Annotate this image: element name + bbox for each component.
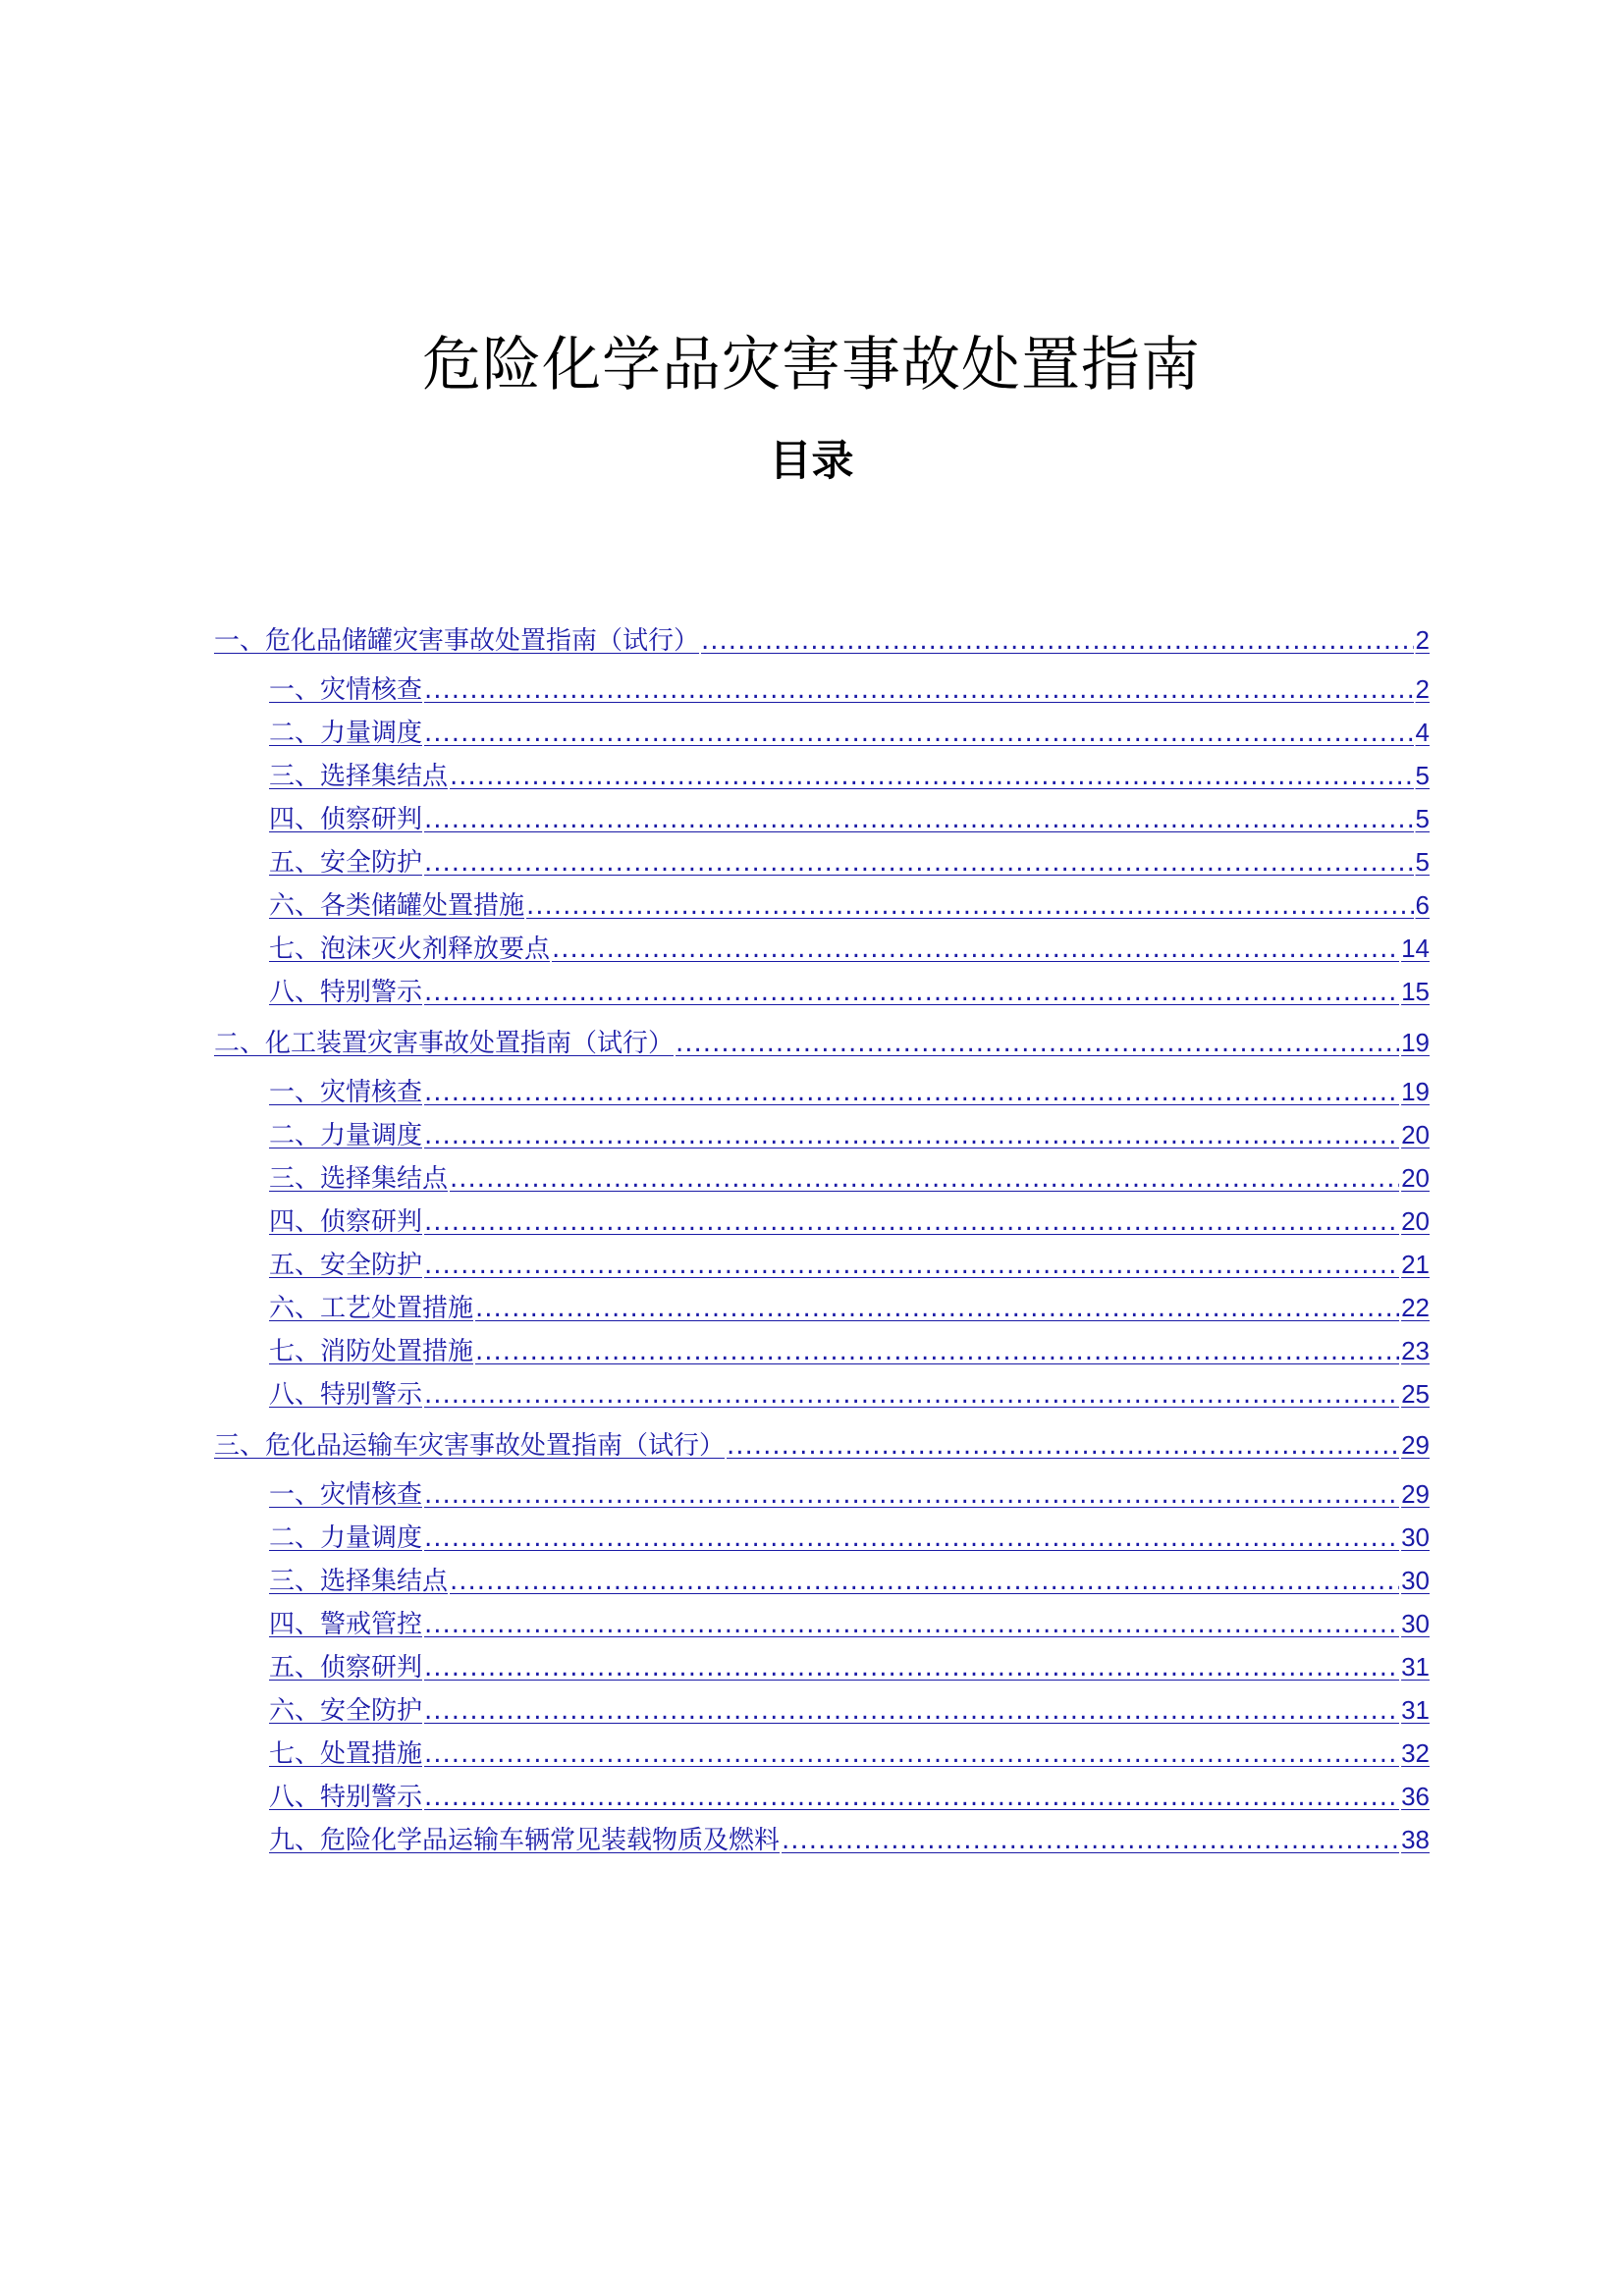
toc-dot-leader (552, 928, 1399, 970)
toc-dot-leader (782, 1819, 1399, 1861)
table-of-contents (214, 611, 1430, 1861)
toc-page-number: 31 (1401, 1652, 1430, 1682)
toc-dot-leader (424, 1776, 1399, 1818)
toc-entry-text: 四、侦察研判 (269, 1207, 423, 1237)
toc-page-number: 20 (1401, 1206, 1430, 1236)
toc-dot-leader (475, 1287, 1399, 1329)
toc-subsection-link[interactable] (214, 1113, 1430, 1156)
toc-page-number: 30 (1401, 1566, 1430, 1595)
toc-subsection-link[interactable] (214, 970, 1430, 1013)
toc-page-number: 5 (1415, 847, 1430, 877)
toc-page-number: 29 (1401, 1479, 1430, 1509)
toc-subsection-link[interactable] (214, 883, 1430, 927)
toc-dot-leader (424, 1071, 1399, 1113)
toc-entry-text: 三、危化品运输车灾害事故处置指南（试行） (214, 1431, 726, 1461)
toc-page-number: 20 (1401, 1120, 1430, 1149)
toc-page-number: 19 (1401, 1028, 1430, 1057)
toc-page-number: 23 (1401, 1336, 1430, 1365)
toc-subsection-link[interactable] (214, 1732, 1430, 1775)
toc-dot-leader (424, 971, 1399, 1013)
toc-subsection-link[interactable] (214, 1070, 1430, 1113)
toc-entry-text: 二、化工装置灾害事故处置指南（试行） (214, 1029, 675, 1058)
toc-subsection-link[interactable] (214, 927, 1430, 970)
toc-subsection-link[interactable] (214, 1156, 1430, 1200)
toc-page-number: 25 (1401, 1379, 1430, 1409)
toc-dot-leader (526, 884, 1414, 927)
toc-entry-text: 五、安全防护 (269, 1251, 423, 1280)
toc-page-number: 6 (1415, 890, 1430, 920)
toc-subsection-link[interactable] (214, 1472, 1430, 1516)
toc-entry-text: 一、灾情核查 (269, 675, 423, 705)
document-title: 危险化学品灾害事故处置指南 (422, 331, 1201, 400)
toc-subsection-link[interactable] (214, 1286, 1430, 1329)
toc-page-number: 19 (1401, 1077, 1430, 1106)
toc-page-number: 30 (1401, 1609, 1430, 1638)
toc-entry-text: 一、危化品储罐灾害事故处置指南（试行） (214, 626, 700, 656)
toc-dot-leader (424, 712, 1414, 754)
toc-entry-text: 五、安全防护 (269, 848, 423, 878)
toc-entry-text: 一、灾情核查 (269, 1480, 423, 1510)
toc-section-link[interactable] (214, 1417, 1430, 1472)
toc-dot-leader (450, 755, 1414, 797)
toc-subsection-link[interactable] (214, 1329, 1430, 1372)
toc-subsection-link[interactable] (214, 754, 1430, 797)
toc-subsection-link[interactable] (214, 1516, 1430, 1559)
toc-dot-leader (424, 1244, 1399, 1286)
toc-dot-leader (424, 1689, 1399, 1732)
toc-entry-text: 八、特别警示 (269, 1380, 423, 1410)
toc-dot-leader (475, 1330, 1399, 1372)
toc-dot-leader (424, 1201, 1399, 1243)
toc-subsection-link[interactable] (214, 1775, 1430, 1818)
toc-subsection-link[interactable] (214, 840, 1430, 883)
toc-subsection-link[interactable] (214, 711, 1430, 754)
toc-page-number: 5 (1415, 804, 1430, 833)
toc-entry-text: 八、特别警示 (269, 978, 423, 1007)
toc-heading: 目录 (769, 437, 854, 486)
toc-page-number: 30 (1401, 1522, 1430, 1552)
toc-entry-text: 四、警戒管控 (269, 1610, 423, 1639)
toc-page-number: 5 (1415, 761, 1430, 790)
toc-dot-leader (424, 1517, 1399, 1559)
toc-dot-leader (424, 1473, 1399, 1516)
toc-page-number: 2 (1415, 674, 1430, 704)
toc-page-number: 2 (1415, 625, 1430, 655)
toc-page-number: 32 (1401, 1738, 1430, 1768)
toc-entry-text: 七、消防处置措施 (269, 1337, 474, 1366)
toc-dot-leader (424, 1373, 1399, 1415)
toc-entry-text: 六、各类储罐处置措施 (269, 891, 525, 921)
toc-dot-leader (424, 841, 1414, 883)
toc-dot-leader (424, 668, 1414, 711)
toc-dot-leader (727, 1418, 1399, 1472)
toc-subsection-link[interactable] (214, 1243, 1430, 1286)
toc-subsection-link[interactable] (214, 1559, 1430, 1602)
toc-entry-text: 三、选择集结点 (269, 1567, 449, 1596)
toc-entry-text: 六、工艺处置措施 (269, 1294, 474, 1323)
toc-entry-text: 二、力量调度 (269, 1523, 423, 1553)
toc-section-link[interactable] (214, 613, 1430, 667)
toc-page-number: 38 (1401, 1825, 1430, 1854)
toc-page-number: 29 (1401, 1430, 1430, 1460)
toc-dot-leader (424, 1114, 1399, 1156)
toc-entry-text: 五、侦察研判 (269, 1653, 423, 1682)
toc-dot-leader (676, 1016, 1399, 1070)
toc-entry-text: 一、灾情核查 (269, 1078, 423, 1107)
toc-subsection-link[interactable] (214, 1818, 1430, 1861)
toc-subsection-link[interactable] (214, 1372, 1430, 1415)
toc-entry-text: 三、选择集结点 (269, 762, 449, 791)
toc-page-number: 21 (1401, 1250, 1430, 1279)
toc-page-number: 4 (1415, 718, 1430, 747)
toc-dot-leader (424, 1646, 1399, 1688)
toc-entry-text: 二、力量调度 (269, 1121, 423, 1150)
toc-entry-text: 六、安全防护 (269, 1696, 423, 1726)
toc-entry-text: 七、泡沫灭火剂释放要点 (269, 934, 551, 964)
toc-page-number: 20 (1401, 1163, 1430, 1193)
toc-page-number: 31 (1401, 1695, 1430, 1725)
toc-subsection-link[interactable] (214, 1645, 1430, 1688)
toc-page-number: 15 (1401, 977, 1430, 1006)
toc-subsection-link[interactable] (214, 797, 1430, 840)
toc-entry-text: 七、处置措施 (269, 1739, 423, 1769)
toc-entry-text: 九、危险化学品运输车辆常见装载物质及燃料 (269, 1826, 781, 1855)
toc-subsection-link[interactable] (214, 1602, 1430, 1645)
toc-dot-leader (450, 1560, 1399, 1602)
toc-dot-leader (424, 798, 1414, 840)
toc-page-number: 14 (1401, 934, 1430, 963)
toc-entry-text: 二、力量调度 (269, 719, 423, 748)
toc-page-number: 22 (1401, 1293, 1430, 1322)
toc-subsection-link[interactable] (214, 1688, 1430, 1732)
toc-page-number: 36 (1401, 1782, 1430, 1811)
toc-dot-leader (424, 1603, 1399, 1645)
toc-section-link[interactable] (214, 1015, 1430, 1070)
toc-dot-leader (450, 1157, 1399, 1200)
toc-entry-text: 三、选择集结点 (269, 1164, 449, 1194)
toc-subsection-link[interactable] (214, 1200, 1430, 1243)
toc-entry-text: 八、特别警示 (269, 1783, 423, 1812)
toc-dot-leader (424, 1733, 1399, 1775)
toc-entry-text: 四、侦察研判 (269, 805, 423, 834)
toc-subsection-link[interactable] (214, 667, 1430, 711)
toc-dot-leader (701, 614, 1414, 667)
